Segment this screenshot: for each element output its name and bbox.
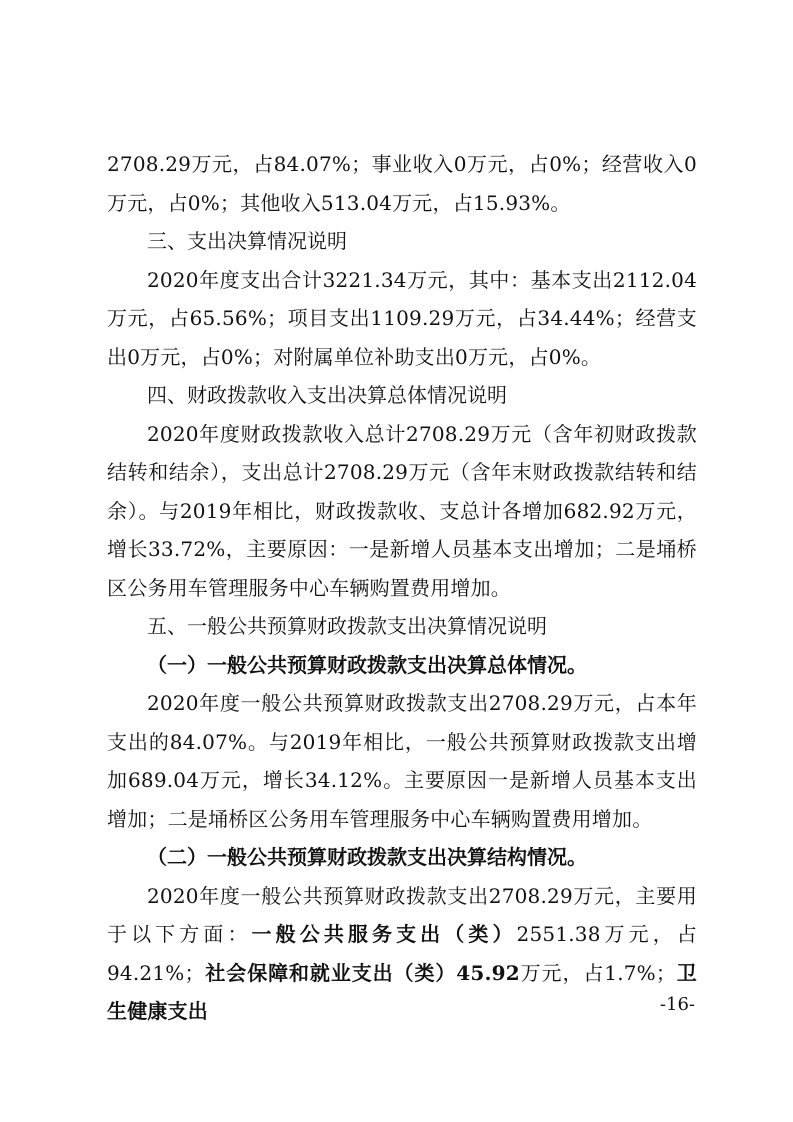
amount-general-public-services: 2551.38万元，占94.21%； (107, 922, 698, 985)
heading-general-budget-section: 五、一般公共预算财政拨款支出决算情况说明 (147, 614, 547, 638)
category-social-security: 社会保障和就业支出（类）45.92 (204, 960, 520, 985)
paragraph-fiscal-appropriation: 2020年度财政拨款收入总计2708.29万元（含年初财政拨款结转和结余），支出总计2708.29万元（含年末财政拨款结转和结余）。与2019年相比，财政拨款收、支总计各增加682.92万元，增长33.72%，主要原因：一是新增人员基本支出增加；二是埇桥区公务用车管理服务中心车辆购置费用增加。 (107, 421, 697, 600)
page-number: -16- (659, 994, 695, 1015)
structure-intro: 2020年度一般公共预算财政拨款支出2708.29万元，主要用于以下方面： (107, 883, 697, 946)
heading-fiscal-appropriation-section: 四、财政拨款收入支出决算总体情况说明 (147, 383, 507, 407)
paragraph-general-budget-overall: 2020年度一般公共预算财政拨款支出2708.29万元，占本年支出的84.07%。与2019年相比，一般公共预算财政拨款支出增加689.04万元，增长34.12%。主要原因一是新增人员基本支出增加；二是埇桥区公务用车管理服务中心车辆购置费用增加。 (107, 691, 697, 831)
category-general-public-services: 一般公共服务支出（类） (251, 922, 517, 946)
category-health: 卫生健康支出 (107, 960, 697, 1023)
amount-social-security: 万元，占1.7%； (519, 960, 677, 985)
subheading-general-budget-structure: （二）一般公共预算财政拨款支出决算结构情况。 (147, 845, 587, 869)
body-text (107, 145, 697, 1031)
paragraph-expenditure-total: 2020年度支出合计3221.34万元，其中：基本支出2112.04万元，占65.56%；项目支出1109.29万元，占34.44%；经营支出0万元，占0%；对附属单位补助支出0万元，占0%。 (107, 267, 697, 369)
paragraph-general-budget-structure (107, 877, 697, 1031)
heading-expenditure-section: 三、支出决算情况说明 (147, 229, 347, 253)
subheading-general-budget-overall: （一）一般公共预算财政拨款支出决算总体情况。 (147, 652, 587, 677)
paragraph-income-continued: 2708.29万元，占84.07%；事业收入0万元，占0%；经营收入0万元，占0%；其他收入513.04万元，占15.93%。 (107, 152, 697, 215)
